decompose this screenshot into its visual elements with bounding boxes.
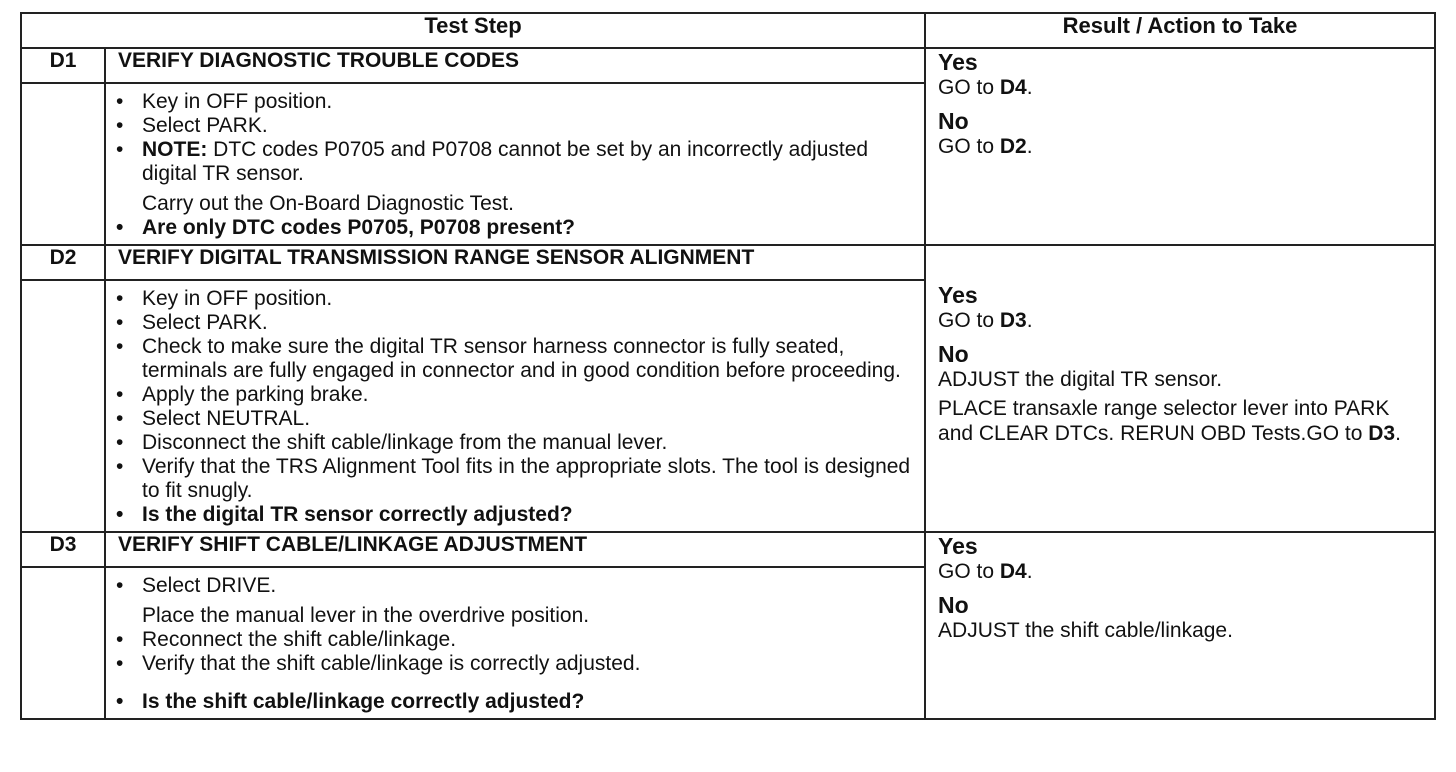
no-label: No	[938, 341, 969, 367]
step-title-d2: VERIFY DIGITAL TRANSMISSION RANGE SENSOR ALIGNMENT	[105, 245, 925, 280]
result-cell-d2	[925, 245, 1435, 532]
list-item: • Key in OFF position.	[116, 287, 333, 310]
result-no-d1	[938, 108, 1424, 159]
list-item: • Verify that the TRS Alignment Tool fits in the appropriate slots. The tool is designed to fit snugly.	[116, 455, 911, 502]
yes-action: GO to D4.	[938, 76, 1033, 99]
step-d2-title-row	[21, 245, 1435, 280]
step-code-spacer	[21, 280, 105, 532]
result-yes-d3	[938, 533, 1424, 584]
yes-action: GO to D4.	[938, 560, 1033, 583]
question-item: • Are only DTC codes P0705, P0708 present?	[116, 216, 576, 239]
step-code-spacer	[21, 83, 105, 245]
table-header-row	[21, 13, 1435, 48]
step-body-d1	[105, 83, 925, 245]
list-item: • Key in OFF position.	[116, 90, 333, 113]
list-item: • Select DRIVE.	[116, 574, 277, 597]
list-item: • Select PARK.	[116, 311, 268, 334]
result-cell-d3	[925, 532, 1435, 719]
list-item: • Disconnect the shift cable/linkage from the manual lever.	[116, 431, 668, 454]
continuation-text: Place the manual lever in the overdrive position.	[142, 604, 590, 627]
result-action-header: Result / Action to Take	[925, 13, 1435, 48]
no-action: ADJUST the digital TR sensor.	[938, 368, 1223, 391]
list-item: • Select PARK.	[116, 114, 268, 137]
step-title-d3: VERIFY SHIFT CABLE/LINKAGE ADJUSTMENT	[105, 532, 925, 567]
test-step-header: Test Step	[21, 13, 925, 48]
step-title-d1: VERIFY DIAGNOSTIC TROUBLE CODES	[105, 48, 925, 83]
list-item: • Check to make sure the digital TR sensor harness connector is fully seated, terminals are fully engaged in connector and in good condition before proceeding.	[116, 335, 901, 382]
list-item: • NOTE: DTC codes P0705 and P0708 cannot be set by an incorrectly adjusted digital TR sensor.	[116, 138, 869, 185]
no-action: GO to D2.	[938, 135, 1033, 158]
yes-action: GO to D3.	[938, 309, 1033, 332]
list-item: • Select NEUTRAL.	[116, 407, 311, 430]
step-code-spacer	[21, 567, 105, 719]
no-label: No	[938, 592, 969, 618]
list-item: • Reconnect the shift cable/linkage.	[116, 628, 457, 651]
step-d3-title-row	[21, 532, 1435, 567]
yes-label: Yes	[938, 49, 978, 75]
step-body-d3	[105, 567, 925, 719]
yes-label: Yes	[938, 282, 978, 308]
question-item: • Is the shift cable/linkage correctly adjusted?	[116, 690, 585, 713]
no-action-2: PLACE transaxle range selector lever into PARK and CLEAR DTCs. RERUN OBD Tests.GO to D3.	[938, 397, 1401, 445]
question-item: • Is the digital TR sensor correctly adjusted?	[116, 503, 573, 526]
list-item: • Apply the parking brake.	[116, 383, 369, 406]
step-body-d2	[105, 280, 925, 532]
step-code-d3: D3	[21, 532, 105, 567]
step-d1-title-row	[21, 48, 1435, 83]
result-yes-d1	[938, 49, 1424, 100]
step-code-d2: D2	[21, 245, 105, 280]
step-code-d1: D1	[21, 48, 105, 83]
no-action: ADJUST the shift cable/linkage.	[938, 619, 1233, 642]
list-item: • Verify that the shift cable/linkage is correctly adjusted.	[116, 652, 641, 675]
no-label: No	[938, 108, 969, 134]
result-cell-d1	[925, 48, 1435, 245]
diagnostic-table	[20, 12, 1436, 720]
result-no-d2	[938, 341, 1424, 446]
continuation-text: Carry out the On-Board Diagnostic Test.	[142, 192, 514, 215]
result-yes-d2	[938, 282, 1424, 333]
yes-label: Yes	[938, 533, 978, 559]
result-no-d3	[938, 592, 1424, 643]
